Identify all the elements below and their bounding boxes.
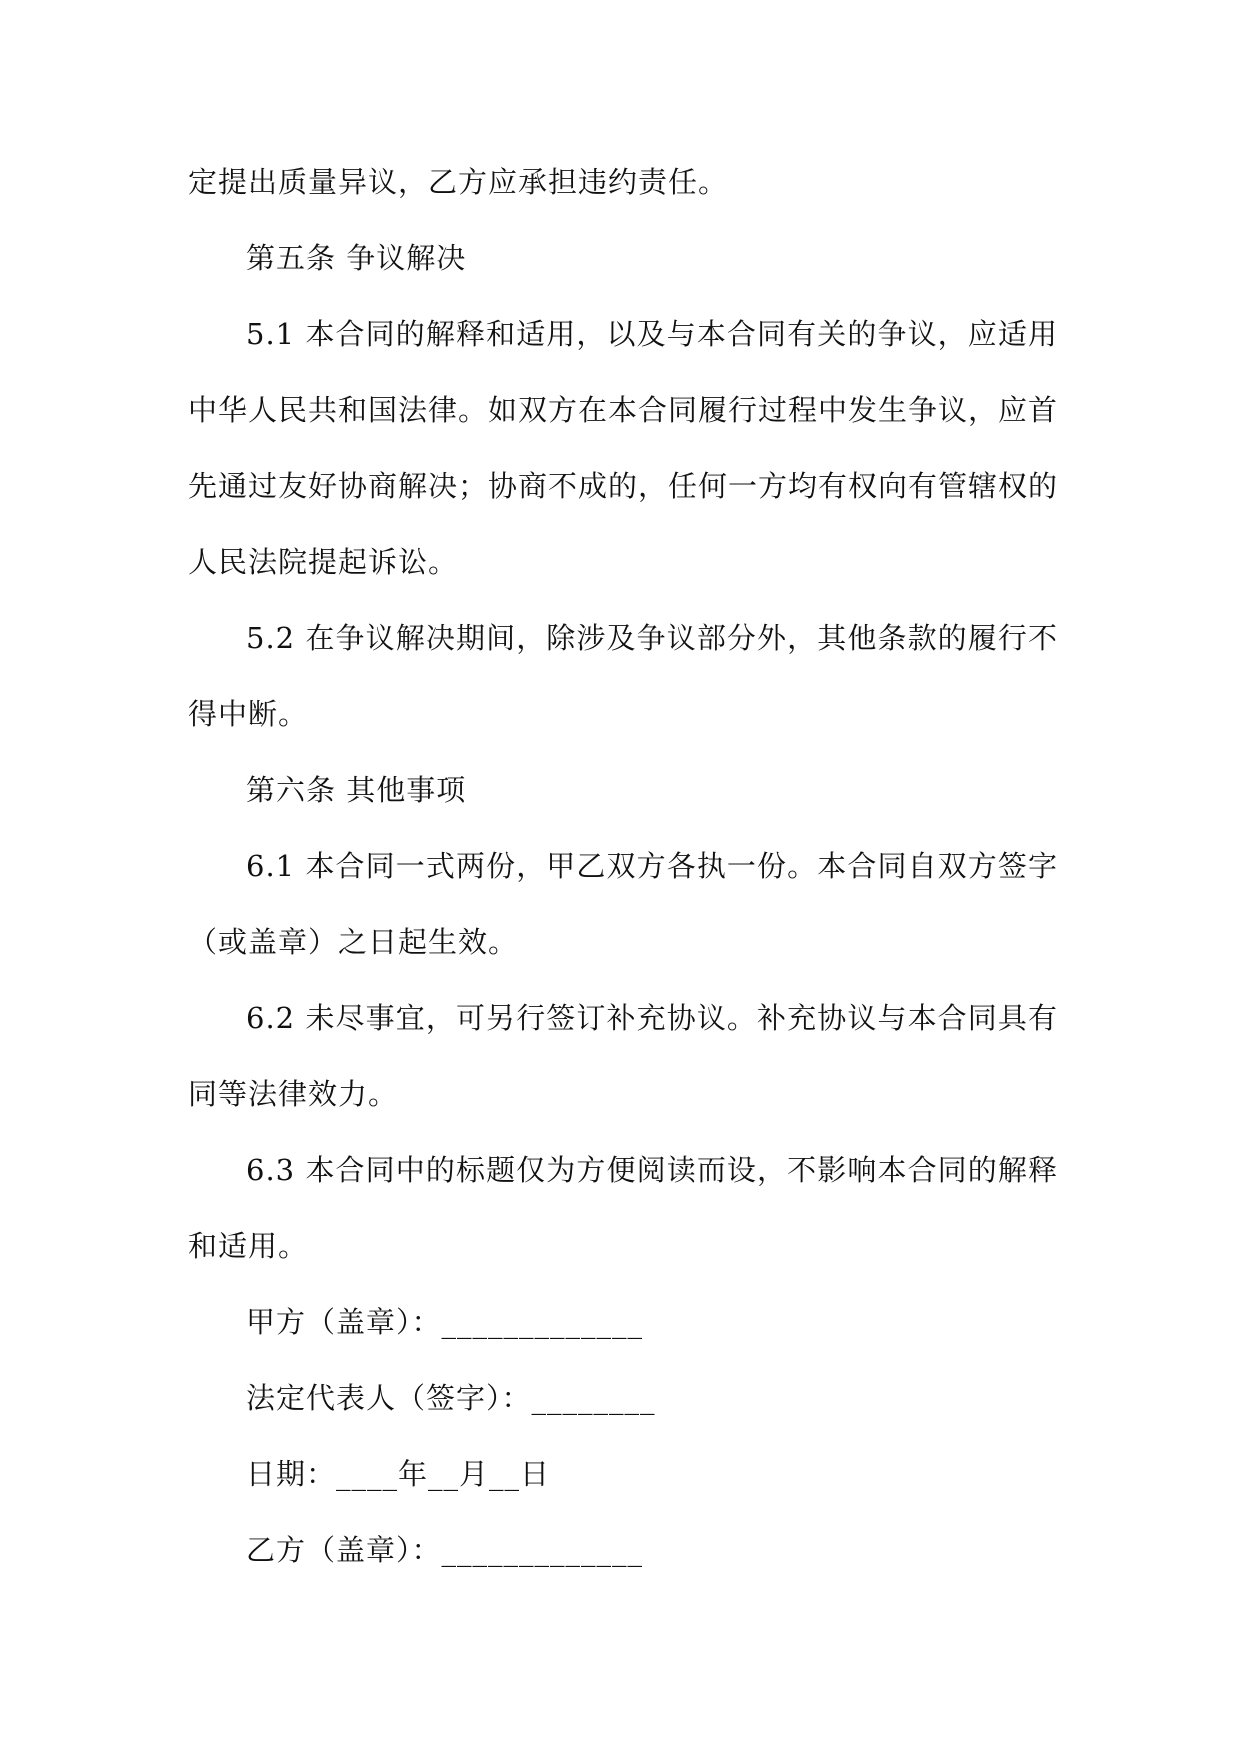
clause-6-3: 6.3 本合同中的标题仅为方便阅读而设，不影响本合同的解释和适用。 (188, 1153, 1058, 1263)
paragraph-quality-objection-end: 定提出质量异议，乙方应承担违约责任。 (188, 165, 729, 199)
clause-5-1: 5.1 本合同的解释和适用，以及与本合同有关的争议，应适用中华人民共和国法律。如双方在本合同履行过程中发生争议，应首先通过友好协商解决；协商不成的，任何一方均有权向有管辖权的人民法院提起诉讼。 (188, 317, 1059, 579)
document-body (188, 144, 1058, 1588)
legal-representative-signature-line: 法定代表人（签字）：________ (246, 1381, 656, 1415)
party-b-seal-line: 乙方（盖章）：_____________ (246, 1533, 644, 1567)
article-6-heading: 第六条 其他事项 (246, 773, 467, 807)
article-5-heading: 第五条 争议解决 (246, 241, 467, 275)
party-a-seal-line: 甲方（盖章）：_____________ (246, 1305, 644, 1339)
clause-5-2: 5.2 在争议解决期间，除涉及争议部分外，其他条款的履行不得中断。 (188, 621, 1058, 731)
clause-6-2: 6.2 未尽事宜，可另行签订补充协议。补充协议与本合同具有同等法律效力。 (188, 1001, 1058, 1111)
clause-6-1: 6.1 本合同一式两份，甲乙双方各执一份。本合同自双方签字（或盖章）之日起生效。 (188, 849, 1058, 959)
signing-date-line: 日期：____年__月__日 (246, 1457, 551, 1491)
